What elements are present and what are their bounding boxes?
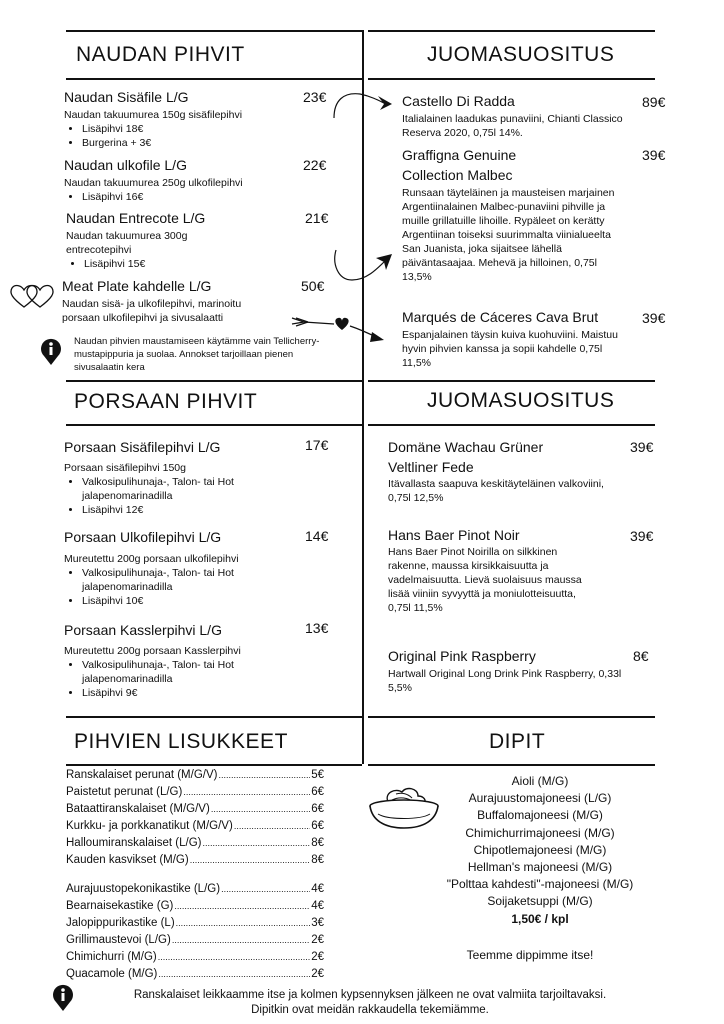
center-divider-top	[362, 30, 364, 730]
heart-arrow-icon	[290, 308, 390, 346]
naudan-item-bullet: • Lisäpihvi 16€	[82, 190, 304, 204]
dip-item: Buffalomajoneesi (M/G)	[477, 808, 603, 823]
juoma1-item-price: 39€	[642, 147, 666, 163]
lisuke-price: 4€	[311, 900, 324, 912]
juoma2-item-name: Hans Baer Pinot Noir	[388, 527, 520, 543]
top-rule-right	[368, 30, 655, 32]
lisuke-price: 6€	[311, 803, 324, 815]
lisukkeet-group-2	[66, 881, 324, 983]
dipit-list	[390, 773, 690, 928]
juoma2-item-name: Original Pink Raspberry	[388, 648, 536, 664]
juoma1-item-name: Castello Di Radda	[402, 93, 515, 109]
dip-item: Hellman's majoneesi (M/G)	[467, 860, 613, 875]
lisuke-leader-dots	[211, 801, 310, 818]
dipit-tagline: Teemme dippimme itse!	[466, 948, 594, 962]
info-icon	[52, 984, 74, 1012]
naudan-item-name: Naudan Entrecote L/G	[66, 210, 206, 226]
naudan-item-desc-text: Naudan takuumurea 300g entrecotepihvi	[66, 230, 188, 256]
juoma1-item-price: 39€	[642, 310, 666, 326]
lisuke-name: Halloumiranskalaiset (L/G)	[66, 837, 202, 849]
juoma1-title: JUOMASUOSITUS	[427, 43, 615, 66]
dipit-title: DIPIT	[489, 730, 546, 753]
rule-left-4	[66, 764, 362, 766]
lisuke-row	[66, 949, 324, 966]
rule-left-2	[66, 424, 362, 426]
naudan-title: NAUDAN PIHVIT	[76, 43, 245, 66]
dip-item: Chimichurrimajoneesi (M/G)	[465, 825, 615, 840]
porsaan-item-price: 14€	[305, 528, 329, 544]
lisuke-name: Chimichurri (M/G)	[66, 951, 157, 963]
porsaan-item-desc	[64, 644, 294, 700]
lisuke-name: Paistetut perunat (L/G)	[66, 786, 183, 798]
naudan-item-desc	[64, 108, 304, 150]
rule-mid-left	[66, 380, 362, 382]
lisuke-name: Kauden kasvikset (M/G)	[66, 854, 189, 866]
lisuke-row	[66, 767, 324, 784]
porsaan-item-bullet: • Lisäpihvi 12€	[82, 503, 294, 517]
naudan-item-price: 22€	[303, 157, 327, 173]
lisuke-name: Jalopippurikastike (L)	[66, 917, 175, 929]
juoma1-item-name: Marqués de Cáceres Cava Brut	[402, 309, 599, 325]
lisuke-price: 3€	[311, 917, 324, 929]
rule-right-2	[368, 424, 655, 426]
lisuke-leader-dots	[203, 835, 311, 852]
lisuke-row	[66, 898, 324, 915]
naudan-item-price: 50€	[301, 278, 325, 294]
dip-price: 1,50€ / kpl	[511, 911, 569, 926]
center-divider-bottom	[362, 716, 364, 764]
porsaan-item-desc-text: Porsaan sisäfilepihvi 150g	[64, 462, 186, 474]
lisuke-name: Bataattiranskalaiset (M/G/V)	[66, 803, 210, 815]
porsaan-item-bullet: • Lisäpihvi 9€	[82, 686, 294, 700]
lisuke-price: 4€	[311, 883, 324, 895]
lisuke-row	[66, 835, 324, 852]
juoma1-item-desc: Italialainen laadukas punaviini, Chianti Classico Reserva 2020, 0,75l 14%.	[402, 113, 623, 139]
double-heart-icon	[8, 283, 58, 309]
naudan-note: Naudan pihvien maustamiseen käytämme vain Tellicherry-mustapippuria ja suolaa. Annokset tarjoillaan pienen sivusalaatin kera	[74, 336, 320, 373]
lisuke-leader-dots	[234, 818, 310, 835]
lisuke-price: 6€	[311, 820, 324, 832]
naudan-item-desc	[66, 229, 236, 271]
lisuke-row	[66, 881, 324, 898]
porsaan-item-desc-text: Mureutettu 200g porsaan Kasslerpihvi	[64, 645, 241, 657]
lisuke-price: 8€	[311, 854, 324, 866]
naudan-item-price: 23€	[303, 89, 327, 105]
dip-item: "Polttaa kahdesti"-majoneesi (M/G)	[446, 877, 634, 892]
footer-line-2: Dipitkin ovat meidän rakkaudella tekemiämme.	[251, 1004, 489, 1016]
lisuke-leader-dots	[218, 767, 310, 784]
juoma2-item-desc: Hans Baer Pinot Noirilla on silkkinen rakenne, maussa kirsikkaisuutta ja vadelmaisuutta. Lievä suolaisuus maussa lisää viiniin syvyyttä ja moniulotteisuutta, 0,75l 11,5%	[388, 546, 582, 614]
lisuke-leader-dots	[158, 949, 310, 966]
rule-right-3	[368, 716, 655, 718]
juoma2-item-price: 8€	[633, 648, 649, 664]
juoma1-item-price: 89€	[642, 94, 666, 110]
dip-item: Soijaketsuppi (M/G)	[487, 894, 593, 909]
lisuke-name: Kurkku- ja porkkanatikut (M/G/V)	[66, 820, 233, 832]
porsaan-item-desc	[64, 552, 294, 608]
porsaan-item-bullet: • Valkosipulihunaja-, Talon- tai Hot jalapenomarinadilla	[82, 658, 294, 686]
porsaan-item-desc	[64, 461, 294, 517]
rule-right-4	[368, 764, 655, 766]
lisuke-leader-dots	[190, 852, 310, 869]
lisuke-name: Grillimaustevoi (L/G)	[66, 934, 171, 946]
porsaan-item-bullet: • Lisäpihvi 10€	[82, 594, 294, 608]
lisuke-row	[66, 966, 324, 983]
lisuke-row	[66, 932, 324, 949]
porsaan-item-price: 17€	[305, 437, 329, 453]
dip-item: Aurajuustomajoneesi (L/G)	[468, 791, 612, 806]
lisuke-row	[66, 818, 324, 835]
lisuke-leader-dots	[183, 784, 310, 801]
naudan-item-name: Meat Plate kahdelle L/G	[62, 278, 212, 294]
lisuke-price: 5€	[311, 769, 324, 781]
naudan-item-name: Naudan ulkofile L/G	[64, 157, 187, 173]
arrow-to-malbec-icon	[330, 244, 400, 288]
top-rule-left	[66, 30, 362, 32]
porsaan-item-bullet: • Valkosipulihunaja-, Talon- tai Hot jalapenomarinadilla	[82, 475, 294, 503]
rule-mid-right	[368, 380, 655, 382]
porsaan-item-name: Porsaan Sisäfilepihvi L/G	[64, 439, 221, 455]
footer-line-1: Ranskalaiset leikkaamme itse ja kolmen kypsennyksen jälkeen ne ovat valmiita tarjoiltavaksi.	[133, 989, 607, 1001]
lisuke-name: Ranskalaiset perunat (M/G/V)	[66, 769, 218, 781]
lisuke-name: Aurajuustopekonikastike (L/G)	[66, 883, 221, 895]
naudan-item-desc	[64, 176, 304, 204]
lisuke-name: Bearnaisekastike (G)	[66, 900, 174, 912]
naudan-item-price: 21€	[305, 210, 329, 226]
porsaan-item-desc-text: Mureutettu 200g porsaan ulkofilepihvi	[64, 553, 239, 565]
lisukkeet-group-1	[66, 767, 324, 869]
naudan-item-desc	[62, 297, 270, 325]
juoma2-item-desc: Itävallasta saapuva keskitäyteläinen valkoviini, 0,75l 12,5%	[388, 478, 604, 504]
lisuke-name: Quacamole (M/G)	[66, 968, 158, 980]
porsaan-item-name: Porsaan Kasslerpihvi L/G	[64, 622, 222, 638]
porsaan-title: PORSAAN PIHVIT	[74, 390, 258, 413]
rule-left-1	[66, 78, 362, 80]
rule-right-1	[368, 78, 655, 80]
lisuke-row	[66, 801, 324, 818]
juoma1-item-desc: Runsaan täyteläinen ja mausteisen marjainen Argentiinalainen Malbec-punaviini pihville ja muille grillatuille lihoille. Rypäleet on kerätty Argentiinan toiseksi suurimmalta viinialueelta San Juanista, joka sijaitsee lähellä päiväntasaajaa. Mehevä ja hilloinen, 0,75l 13,5%	[402, 187, 615, 283]
juoma2-title: JUOMASUOSITUS	[427, 389, 615, 412]
juoma1-item-desc: Espanjalainen täysin kuiva kuohuviini. Maistuu hyvin pihvien kanssa ja sopii kahdelle 0,75l 11,5%	[402, 329, 618, 369]
rule-left-3	[66, 716, 362, 718]
lisuke-row	[66, 784, 324, 801]
info-icon	[40, 338, 62, 366]
juoma2-item-price: 39€	[630, 528, 654, 544]
naudan-item-desc-text: Naudan takuumurea 150g sisäfilepihvi	[64, 109, 243, 121]
porsaan-item-name: Porsaan Ulkofilepihvi L/G	[64, 529, 222, 545]
juoma2-item-price: 39€	[630, 439, 654, 455]
lisuke-price: 6€	[311, 786, 324, 798]
lisuke-leader-dots	[176, 915, 311, 932]
footer-text	[80, 988, 660, 1018]
porsaan-item-price: 13€	[305, 620, 329, 636]
porsaan-item-bullet: • Valkosipulihunaja-, Talon- tai Hot jalapenomarinadilla	[82, 566, 294, 594]
lisuke-price: 2€	[311, 934, 324, 946]
naudan-item-name: Naudan Sisäfile L/G	[64, 89, 189, 105]
lisuke-leader-dots	[158, 966, 310, 983]
lisuke-price: 2€	[311, 968, 324, 980]
lisuke-row	[66, 915, 324, 932]
juoma1-item-name: Graffigna Genuine Collection Malbec	[402, 147, 517, 183]
dip-item: Aioli (M/G)	[511, 774, 569, 788]
arrow-to-castello-icon	[330, 86, 400, 122]
naudan-item-bullet: • Lisäpihvi 15€	[84, 257, 236, 271]
lisuke-leader-dots	[174, 898, 310, 915]
dip-item: Chipotlemajoneesi (M/G)	[473, 842, 607, 857]
lisukkeet-title: PIHVIEN LISUKKEET	[74, 730, 288, 753]
lisuke-row	[66, 852, 324, 869]
lisuke-leader-dots	[221, 881, 310, 898]
naudan-item-bullet: • Lisäpihvi 18€	[82, 122, 304, 136]
naudan-item-desc-text: Naudan takuumurea 250g ulkofilepihvi	[64, 177, 243, 189]
naudan-item-desc-text: Naudan sisä- ja ulkofilepihvi, marinoitu porsaan ulkofilepihvi ja sivusalaatti	[62, 298, 242, 324]
juoma2-item-name: Domäne Wachau Grüner Veltliner Fede	[388, 439, 544, 475]
lisuke-price: 8€	[311, 837, 324, 849]
lisuke-price: 2€	[311, 951, 324, 963]
juoma2-item-desc: Hartwall Original Long Drink Pink Raspberry, 0,33l 5,5%	[388, 668, 622, 694]
lisuke-leader-dots	[172, 932, 310, 949]
naudan-item-bullet: • Burgerina + 3€	[82, 136, 304, 150]
